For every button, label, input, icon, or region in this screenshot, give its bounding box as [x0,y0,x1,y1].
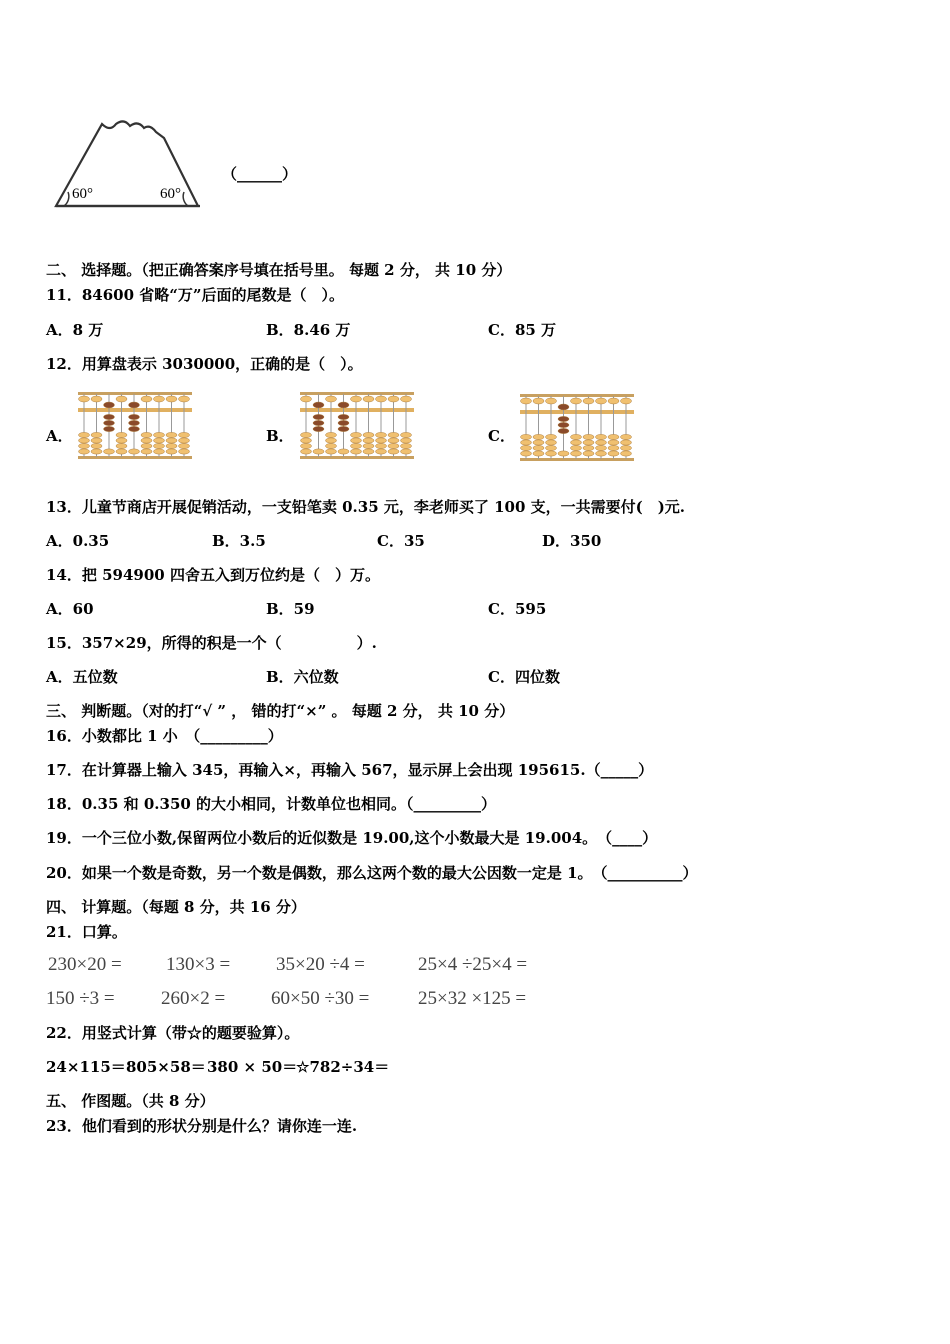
q15-option-a: A．五位数 [46,668,118,686]
vertical-calc-4: ☆782÷34＝ [296,1058,390,1076]
q13-option-b: B．3.5 [212,532,266,550]
section-2-heading: 二、 选择题。（把正确答案序号填在括号里。 每题 2 分， 共 10 分） [46,261,512,279]
q11-option-b: B．8.46 万 [266,321,351,339]
section-5-heading: 五、 作图题。（共 8 分） [46,1092,215,1110]
q12-option-a: A． [46,427,73,445]
question-20: 20．如果一个数是奇数，另一个数是偶数，那么这两个数的最大公因数一定是 1。 （__________） [46,864,698,882]
vertical-calc-1: 24×115＝ [46,1058,126,1076]
question-23: 23．他们看到的形状分别是什么？请你连一连. [46,1117,358,1135]
q15-option-c: C．四位数 [488,668,560,686]
q14-option-a: A．60 [46,600,94,618]
oral-calc-2-3: 60×50 ÷30 = [271,988,370,1009]
question-11: 11．84600 省略“万”后面的尾数是（ ）。 [46,286,345,304]
q12-option-c: C． [488,427,515,445]
q11-option-c: C．85 万 [488,321,557,339]
oral-calc-1-3: 35×20 ÷4 = [276,954,365,975]
vertical-calc-2: 805×58＝ [126,1058,206,1076]
answer-blank: （______） [222,165,298,183]
vertical-calc-3: 380 × 50＝ [207,1058,298,1076]
question-14: 14．把 594900 四舍五入到万位约是（ ）万。 [46,566,380,584]
oral-calc-2-1: 150 ÷3 = [46,988,115,1009]
q12-option-b: B． [266,427,294,445]
abacus-option-a [76,390,196,462]
oral-calc-1-4: 25×4 ÷25×4 = [418,954,528,975]
q13-option-a: A．0.35 [46,532,110,550]
abacus-option-c [518,392,638,464]
angle-label-right: 60° [160,186,181,202]
question-12: 12．用算盘表示 3030000，正确的是（ ）。 [46,355,363,373]
question-18: 18．0.35 和 0.350 的大小相同，计数单位也相同。（_________） [46,795,497,813]
angle-label-left: 60° [72,186,93,202]
oral-calc-2-4: 25×32 ×125 = [418,988,527,1009]
q13-option-d: D．350 [542,532,602,550]
question-17: 17．在计算器上输入 345，再输入×，再输入 567，显示屏上会出现 195615.（_____） [46,761,654,779]
section-3-heading: 三、 判断题。（对的打“√ ” ， 错的打“×” 。 每题 2 分， 共 10 分） [46,702,515,720]
abacus-option-b [298,390,418,462]
question-15: 15．357×29，所得的积是一个（ ）. [46,634,377,652]
question-21: 21．口算。 [46,923,127,941]
oral-calc-1-1: 230×20 = [48,954,122,975]
question-13: 13．儿童节商店开展促销活动，一支铅笔卖 0.35 元，李老师买了 100 支，一共需要付( )元. [46,498,686,516]
q15-option-b: B．六位数 [266,668,339,686]
q14-option-b: B．59 [266,600,315,618]
question-16: 16．小数都比 1 小 （_________） [46,727,283,745]
question-22: 22．用竖式计算（带☆的题要验算）。 [46,1024,300,1042]
oral-calc-2-2: 260×2 = [161,988,226,1009]
oral-calc-1-2: 130×3 = [166,954,231,975]
section-4-heading: 四、 计算题。（每题 8 分，共 16 分） [46,898,306,916]
q11-option-a: A．8 万 [46,321,104,339]
q14-option-c: C．595 [488,600,547,618]
q13-option-c: C．35 [377,532,425,550]
question-19: 19．一个三位小数,保留两位小数后的近似数是 19.00,这个小数最大是 19.004。 （____） [46,829,658,847]
